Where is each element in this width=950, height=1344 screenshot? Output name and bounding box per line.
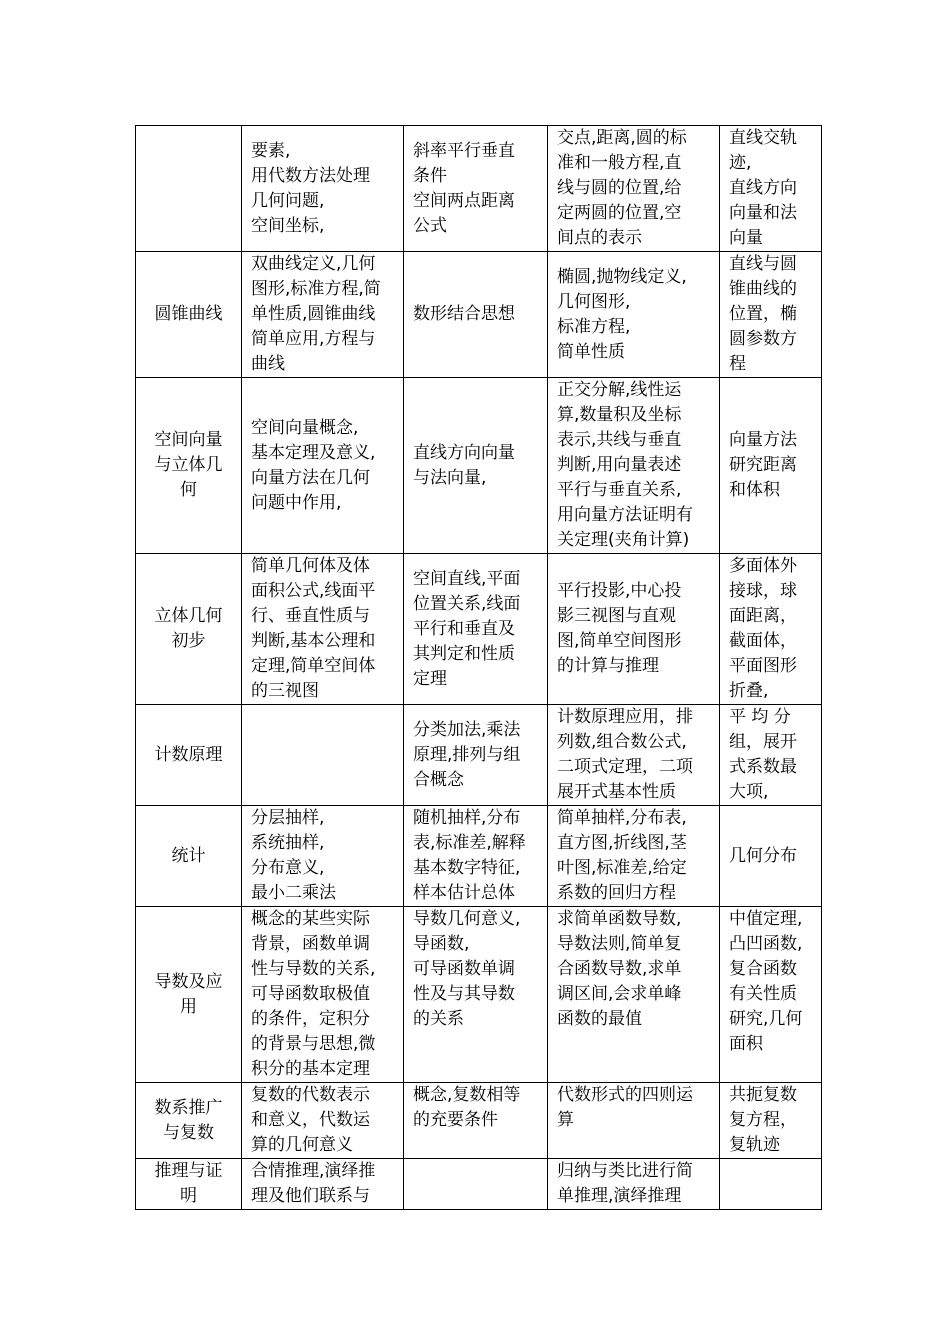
table-cell: 空间直线,平面 位置关系,线面 平行和垂直及 其判定和性质 定理 <box>404 554 548 705</box>
table-row <box>136 1083 822 1159</box>
table-cell: 中值定理, 凸凹函数, 复合函数 有关性质 研究,几何 面积 <box>720 907 822 1083</box>
table-cell: 多面体外 接球，球 面距离， 截面体， 平面图形 折叠, <box>720 554 822 705</box>
table-cell: 直线交轨 迹, 直线方向 向量和法 向量 <box>720 126 822 252</box>
table-cell: 空间向量概念, 基本定理及意义, 向量方法在几何 问题中作用, <box>242 378 404 554</box>
table-cell: 椭圆,抛物线定义, 几何图形, 标准方程, 简单性质 <box>548 252 720 378</box>
topic-cell: 立体几何 初步 <box>136 554 242 705</box>
syllabus-table <box>135 125 822 1210</box>
table-row <box>136 1159 822 1210</box>
topic-cell: 空间向量 与立体几 何 <box>136 378 242 554</box>
topic-cell <box>136 126 242 252</box>
topic-cell: 计数原理 <box>136 705 242 806</box>
table-cell: 分类加法,乘法 原理,排列与组 合概念 <box>404 705 548 806</box>
table-cell: 数形结合思想 <box>404 252 548 378</box>
table-cell: 求简单函数导数, 导数法则,简单复 合函数导数,求单 调区间,会求单峰 函数的最值 <box>548 907 720 1083</box>
table-cell: 向量方法 研究距离 和体积 <box>720 378 822 554</box>
topic-cell: 圆锥曲线 <box>136 252 242 378</box>
table-cell: 正交分解,线性运 算,数量积及坐标 表示,共线与垂直 判断,用向量表述 平行与垂直关系, 用向量方法证明有 关定理(夹角计算) <box>548 378 720 554</box>
table-cell: 交点,距离,圆的标 准和一般方程,直 线与圆的位置,给 定两圆的位置,空 间点的表示 <box>548 126 720 252</box>
table-cell: 合情推理,演绎推 理及他们联系与 <box>242 1159 404 1210</box>
table-cell: 几何分布 <box>720 806 822 907</box>
table-cell: 双曲线定义,几何 图形,标准方程,简 单性质,圆锥曲线 简单应用,方程与 曲线 <box>242 252 404 378</box>
table-cell: 复数的代数表示 和意义，代数运 算的几何意义 <box>242 1083 404 1159</box>
table-cell: 直线与圆 锥曲线的 位置，椭 圆参数方 程 <box>720 252 822 378</box>
topic-cell: 数系推广 与复数 <box>136 1083 242 1159</box>
topic-cell: 导数及应 用 <box>136 907 242 1083</box>
table-row <box>136 126 822 252</box>
table-cell: 直线方向向量 与法向量, <box>404 378 548 554</box>
table-cell: 平行投影,中心投 影三视图与直观 图,简单空间图形 的计算与推理 <box>548 554 720 705</box>
table-cell: 概念,复数相等 的充要条件 <box>404 1083 548 1159</box>
table-cell: 概念的某些实际 背景，函数单调 性与导数的关系, 可导函数取极值 的条件，定积分 的背景与思想,微 积分的基本定理 <box>242 907 404 1083</box>
table-cell: 导数几何意义, 导函数, 可导函数单调 性及与其导数 的关系 <box>404 907 548 1083</box>
table-cell: 随机抽样,分布 表,标准差,解释 基本数字特征, 样本估计总体 <box>404 806 548 907</box>
table-row <box>136 554 822 705</box>
table-cell <box>242 705 404 806</box>
table-cell: 代数形式的四则运 算 <box>548 1083 720 1159</box>
table-row <box>136 806 822 907</box>
table-cell: 平 均 分 组，展开 式系数最 大项, <box>720 705 822 806</box>
table-cell <box>720 1159 822 1210</box>
topic-cell: 推理与证 明 <box>136 1159 242 1210</box>
topic-cell: 统计 <box>136 806 242 907</box>
table-cell: 归纳与类比进行简 单推理,演绎推理 <box>548 1159 720 1210</box>
table-row <box>136 378 822 554</box>
table-row <box>136 705 822 806</box>
table-cell: 共扼复数 复方程， 复轨迹 <box>720 1083 822 1159</box>
table-cell: 分层抽样, 系统抽样, 分布意义, 最小二乘法 <box>242 806 404 907</box>
table-cell: 简单几何体及体 面积公式,线面平 行、垂直性质与 判断,基本公理和 定理,简单空间体 的三视图 <box>242 554 404 705</box>
table-row <box>136 252 822 378</box>
table-cell: 计数原理应用，排 列数,组合数公式, 二项式定理，二项 展开式基本性质 <box>548 705 720 806</box>
table-cell: 要素, 用代数方法处理 几何问题, 空间坐标, <box>242 126 404 252</box>
table-cell: 斜率平行垂直 条件 空间两点距离 公式 <box>404 126 548 252</box>
table-row <box>136 907 822 1083</box>
table-cell: 简单抽样,分布表, 直方图,折线图,茎 叶图,标准差,给定 系数的回归方程 <box>548 806 720 907</box>
table-cell <box>404 1159 548 1210</box>
